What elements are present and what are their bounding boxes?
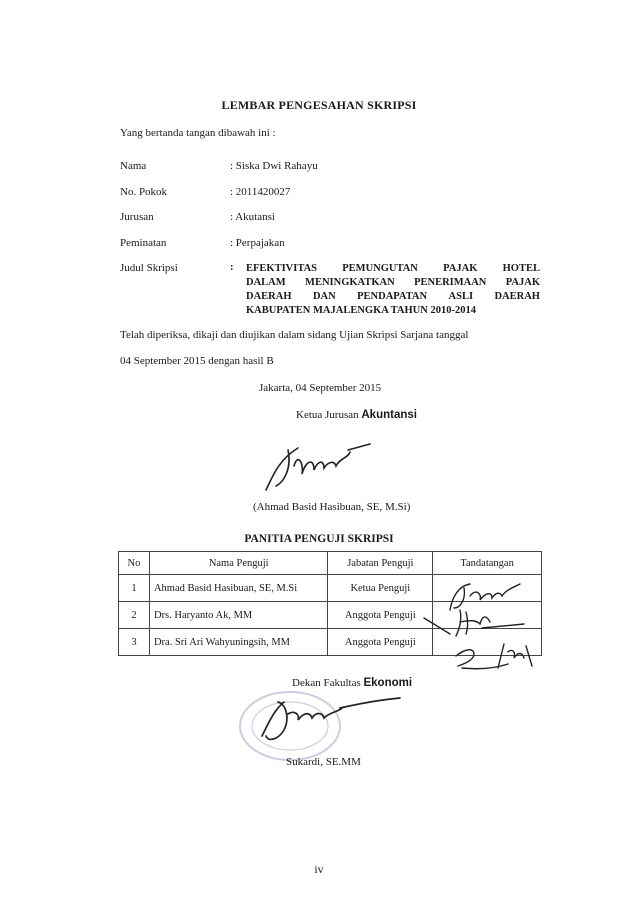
ketua-name: (Ahmad Basid Hasibuan, SE, M.Si) — [253, 501, 411, 513]
field-value-no-pokok: : 2011420027 — [230, 186, 291, 198]
statement-line-1: Telah diperiksa, dikaji dan diujikan dalam sidang Ujian Skripsi Sarjana tanggal — [120, 329, 469, 341]
page-title: LEMBAR PENGESAHAN SKRIPSI — [221, 98, 417, 112]
intro-text: Yang bertanda tangan dibawah ini : — [120, 127, 276, 139]
table-header-row — [119, 552, 542, 575]
judul-line — [246, 290, 540, 304]
judul-colon: : — [230, 262, 234, 273]
ketua-dept: Akuntansi — [361, 409, 417, 421]
judul-line: KABUPATEN MAJALENGKA TAHUN 2010-2014 — [246, 305, 476, 316]
row-jabatan: Anggota Penguji — [328, 602, 433, 629]
penguji-2-signature-icon — [420, 604, 530, 638]
judul-word: DALAM — [246, 277, 286, 288]
row-jabatan: Ketua Penguji — [328, 575, 433, 602]
place-date: Jakarta, 04 September 2015 — [259, 382, 382, 394]
page-number: iv — [314, 862, 324, 876]
field-value-jurusan: : Akutansi — [230, 211, 275, 223]
col-nama: Nama Penguji — [149, 552, 328, 575]
row-no: 3 — [119, 629, 150, 656]
field-label-nama: Nama — [120, 160, 147, 172]
judul-word: HOTEL — [502, 263, 540, 274]
field-label-peminatan: Peminatan — [120, 237, 167, 249]
dekan-faculty: Ekonomi — [363, 677, 413, 689]
panitia-title: PANITIA PENGUJI SKRIPSI — [244, 533, 394, 545]
judul-skripsi — [246, 262, 540, 318]
judul-word: PAJAK — [443, 263, 478, 274]
judul-word: PAJAK — [505, 277, 540, 288]
row-nama: Dra. Sri Ari Wahyuningsih, MM — [149, 629, 328, 656]
ketua-jurusan-label — [296, 409, 417, 421]
field-value-nama: : Siska Dwi Rahayu — [230, 160, 318, 172]
dekan-name: Sukardi, SE.MM — [286, 756, 361, 768]
row-no: 2 — [119, 602, 150, 629]
field-label-judul: Judul Skripsi — [120, 262, 178, 274]
dekan-prefix: Dekan Fakultas — [292, 677, 361, 689]
row-no: 1 — [119, 575, 150, 602]
judul-word: PENDAPATAN — [357, 291, 428, 302]
judul-line — [246, 276, 540, 290]
field-value-peminatan: : Perpajakan — [230, 237, 285, 249]
ketua-prefix: Ketua Jurusan — [296, 409, 359, 421]
col-tandatangan: Tandatangan — [433, 552, 542, 575]
row-nama: Ahmad Basid Hasibuan, SE, M.Si — [149, 575, 328, 602]
judul-word: ASLI — [448, 291, 474, 302]
ketua-signature-icon — [258, 438, 378, 498]
field-label-no-pokok: No. Pokok — [120, 186, 168, 198]
judul-word: DAERAH — [494, 291, 540, 302]
row-jabatan: Anggota Penguji — [328, 629, 433, 656]
col-no: No — [119, 552, 150, 575]
col-jabatan: Jabatan Penguji — [328, 552, 433, 575]
row-nama: Drs. Haryanto Ak, MM — [149, 602, 328, 629]
judul-word: EFEKTIVITAS — [246, 263, 317, 274]
judul-word: PENERIMAAN — [414, 277, 487, 288]
judul-word: DAERAH — [246, 291, 292, 302]
judul-word: MENINGKATKAN — [305, 277, 395, 288]
judul-word: DAN — [312, 291, 336, 302]
statement-line-2: 04 September 2015 dengan hasil B — [120, 355, 274, 367]
judul-line — [246, 262, 540, 276]
penguji-3-signature-icon — [452, 638, 542, 674]
field-label-jurusan: Jurusan — [120, 211, 154, 223]
judul-word: PEMUNGUTAN — [342, 263, 418, 274]
